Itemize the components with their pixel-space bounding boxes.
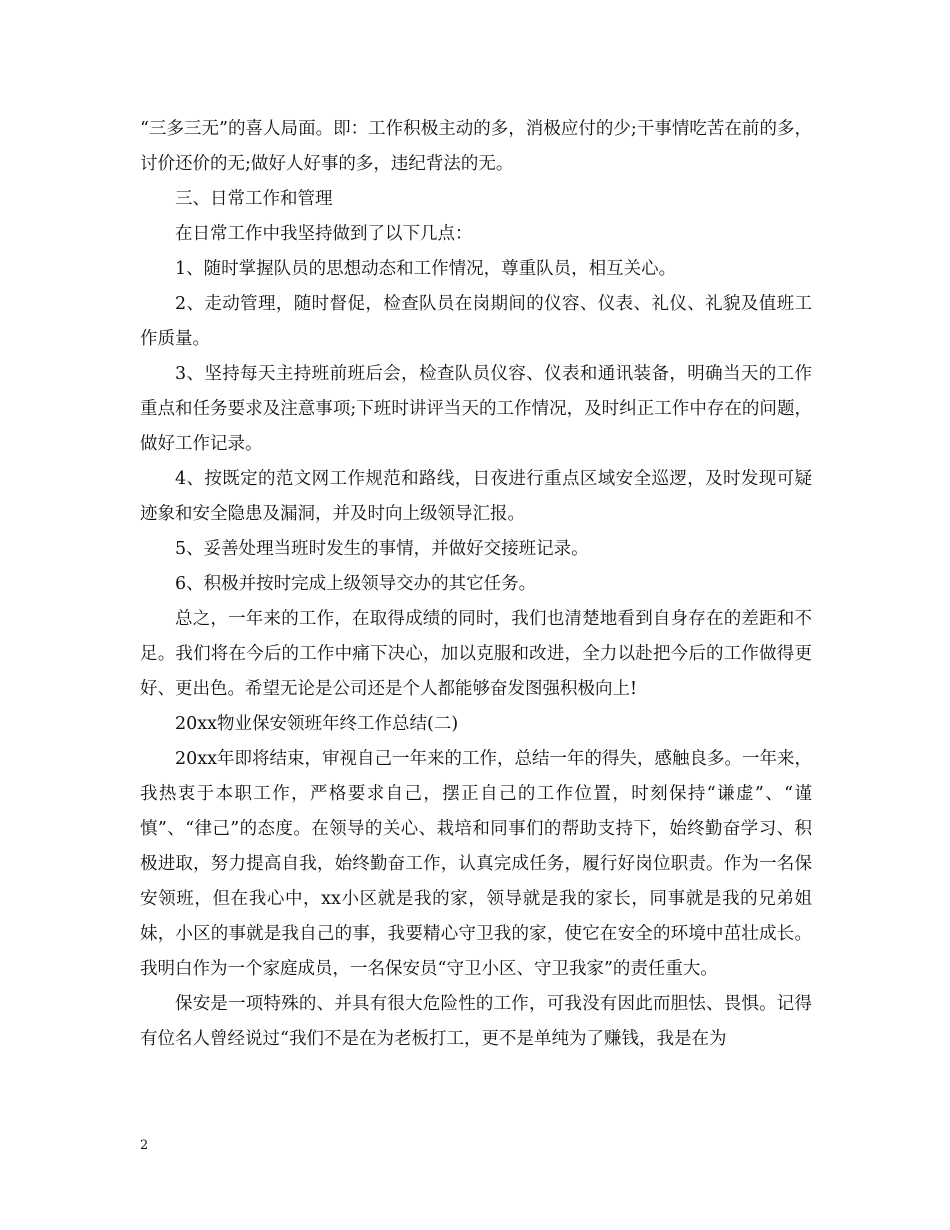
paragraph-continuation: “三多三无”的喜人局面。即：工作积极主动的多，消极应付的少;干事情吃苦在前的多，讨价还价的无;做好人好事的多，违纪背法的无。 bbox=[140, 119, 812, 174]
page-number: 2 bbox=[140, 1138, 149, 1153]
paragraph-security-work: 保安是一项特殊的、并具有很大危险性的工作，可我没有因此而胆怯、畏惧。记得有位名人曾经说过“我们不是在为老板打工，更不是单纯为了赚钱，我是在为 bbox=[140, 994, 812, 1049]
list-item-4: 4、按既定的范文网工作规范和路线，日夜进行重点区域安全巡逻，及时发现可疑迹象和安全隐患及漏洞，并及时向上级领导汇报。 bbox=[140, 469, 812, 524]
section-heading-daily-work: 三、日常工作和管理 bbox=[175, 189, 333, 209]
list-item-2: 2、走动管理，随时督促，检查队员在岗期间的仪容、仪表、礼仪、礼貌及值班工作质量。 bbox=[140, 294, 812, 349]
list-item-1: 1、随时掌握队员的思想动态和工作情况，尊重队员，相互关心。 bbox=[175, 259, 677, 279]
section-title-part-two: 20xx物业保安领班年终工作总结(二) bbox=[175, 714, 459, 734]
list-item-6: 6、积极并按时完成上级领导交办的其它任务。 bbox=[175, 574, 537, 594]
paragraph-year-review: 20xx年即将结束，审视自己一年来的工作，总结一年的得失，感触良多。一年来，我热衷于本职工作，严格要求自己，摆正自己的工作位置，时刻保持“谦虚”、“谨慎”、“律己”的态度。在领导的关心、栽培和同事们的帮助支持下，始终勤奋学习、积极进取，努力提高自我，始终勤奋工作，认真完成任务，履行好岗位职责。作为一名保安领班，但在我心中，xx小区就是我的家，领导就是我的家长，同事就是我的兄弟姐妹，小区的事就是我自己的事，我要精心守卫我的家，使它在安全的环境中茁壮成长。我明白作为一个家庭成员，一名保安员“守卫小区、守卫我家”的责任重大。 bbox=[140, 749, 813, 979]
paragraph-summary: 总之，一年来的工作，在取得成绩的同时，我们也清楚地看到自身存在的差距和不足。我们将在今后的工作中痛下决心，加以克服和改进，全力以赴把今后的工作做得更好、更出色。希望无论是公司还是个人都能够奋发图强积极向上! bbox=[140, 609, 812, 699]
paragraph-intro-points: 在日常工作中我坚持做到了以下几点： bbox=[175, 224, 473, 244]
document-body bbox=[140, 112, 812, 1057]
list-item-3: 3、坚持每天主持班前班后会，检查队员仪容、仪表和通讯装备，明确当天的工作重点和任务要求及注意事项;下班时讲评当天的工作情况，及时纠正工作中存在的问题，做好工作记录。 bbox=[140, 364, 812, 454]
list-item-5: 5、妥善处理当班时发生的事情，并做好交接班记录。 bbox=[175, 539, 589, 559]
